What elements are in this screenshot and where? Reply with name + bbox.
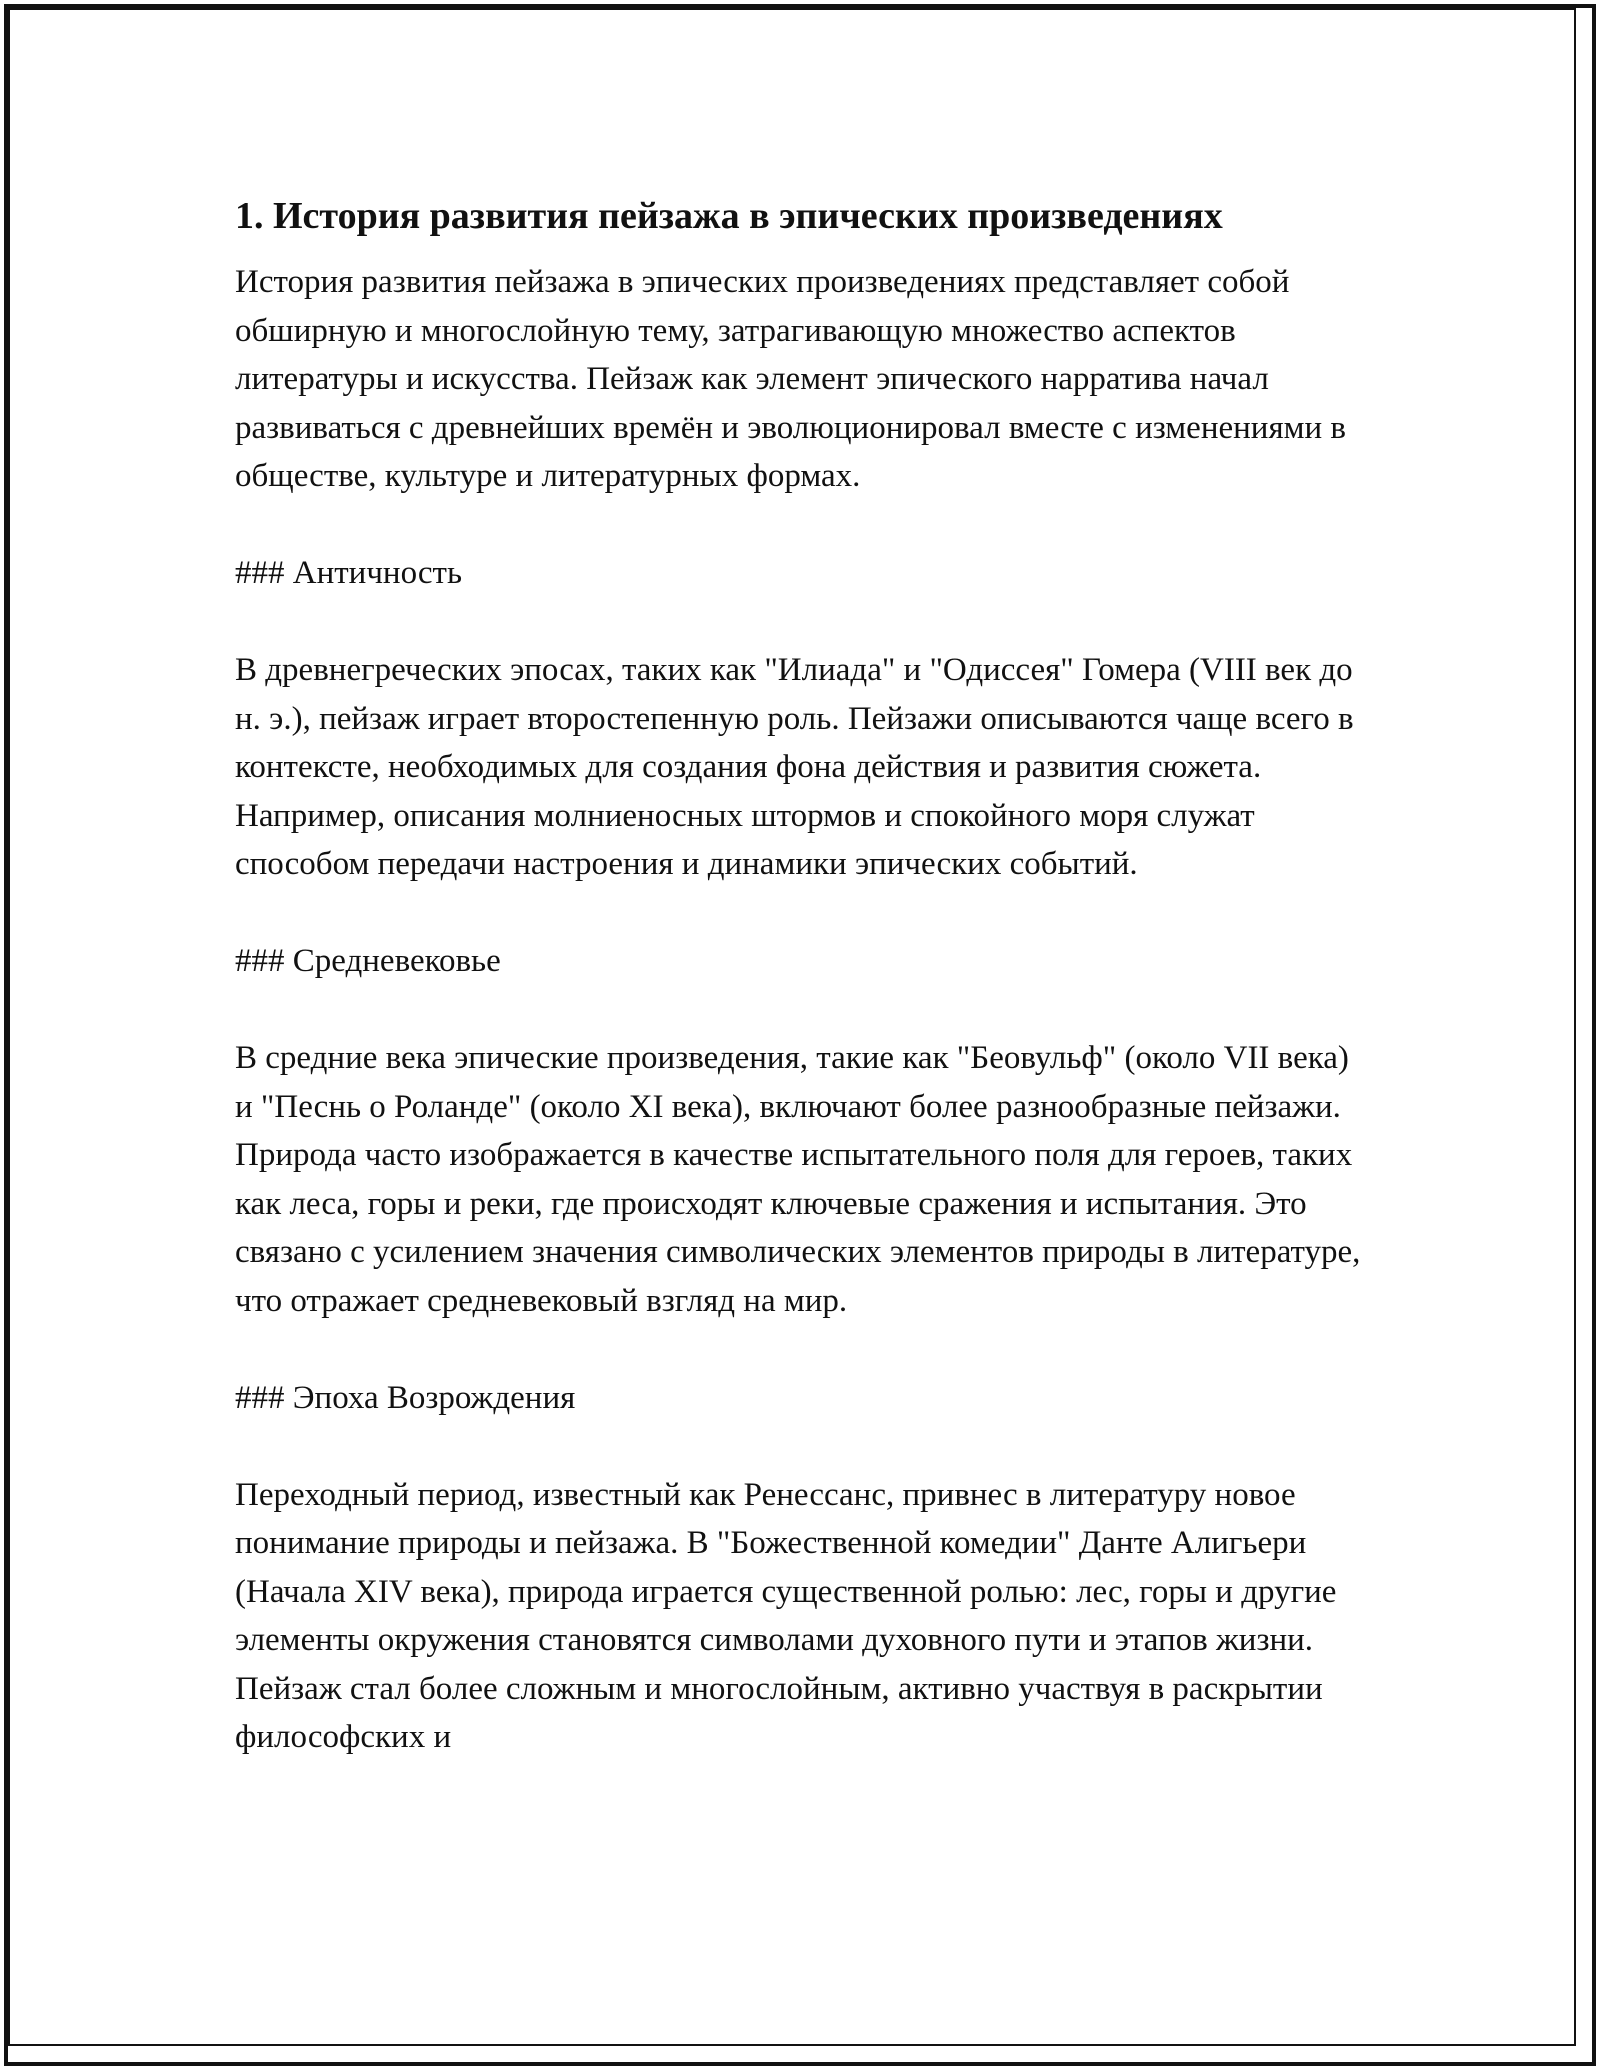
- spacer: [235, 986, 1365, 1035]
- spacer: [235, 1325, 1365, 1374]
- spacer: [235, 501, 1365, 550]
- section-heading-renaissance: ### Эпоха Возрождения: [235, 1379, 576, 1416]
- section-text-middle-ages: В средние века эпические произведения, такие как "Беовульф" (около VII века) и "Песнь о Роланде" (около XI века), включают более разнообразные пейзажи. Природа часто изображается в качестве испытательного поля для героев, таких как леса, горы и реки, где происходят ключевые сражения и испытания. Это связано с усилением значения символических элементов природы в литературе, что отражает средневековый взгляд на мир.: [235, 1040, 1361, 1319]
- section-heading-antiquity: ### Античность: [235, 555, 463, 591]
- document-body: [235, 182, 1365, 1762]
- intro-paragraph: История развития пейзажа в эпических произведениях представляет собой обширную и многослойную тему, затрагивающую множество аспектов литературы и искусства. Пейзаж как элемент эпического нарратива начал развиваться с древнейших времён и эволюционировал вместе с изменениями в обществе, культуре и литературных формах.: [235, 264, 1347, 494]
- section-heading-middle-ages: ### Средневековье: [235, 943, 501, 979]
- spacer: [235, 598, 1365, 647]
- spacer: [235, 889, 1365, 938]
- section-text-antiquity: В древнегреческих эпосах, таких как "Илиада" и "Одиссея" Гомера (VIII век до н. э.), пейзаж играет второстепенную роль. Пейзажи описываются чаще всего в контексте, необходимых для создания фона действия и развития сюжета. Например, описания молниеносных штормов и спокойного моря служат способом передачи настроения и динамики эпических событий.: [235, 652, 1354, 882]
- spacer: [235, 1422, 1365, 1471]
- document-title: 1. История развития пейзажа в эпических произведениях: [235, 195, 1223, 237]
- section-text-renaissance: Переходный период, известный как Ренессанс, привнес в литературу новое понимание природы и пейзажа. В "Божественной комедии" Данте Алигьери (Начала XIV века), природа играется существенной ролью: лес, горы и другие элементы окружения становятся символами духовного пути и этапов жизни. Пейзаж стал более сложным и многослойным, активно участвуя в раскрытии философских и: [235, 1476, 1337, 1755]
